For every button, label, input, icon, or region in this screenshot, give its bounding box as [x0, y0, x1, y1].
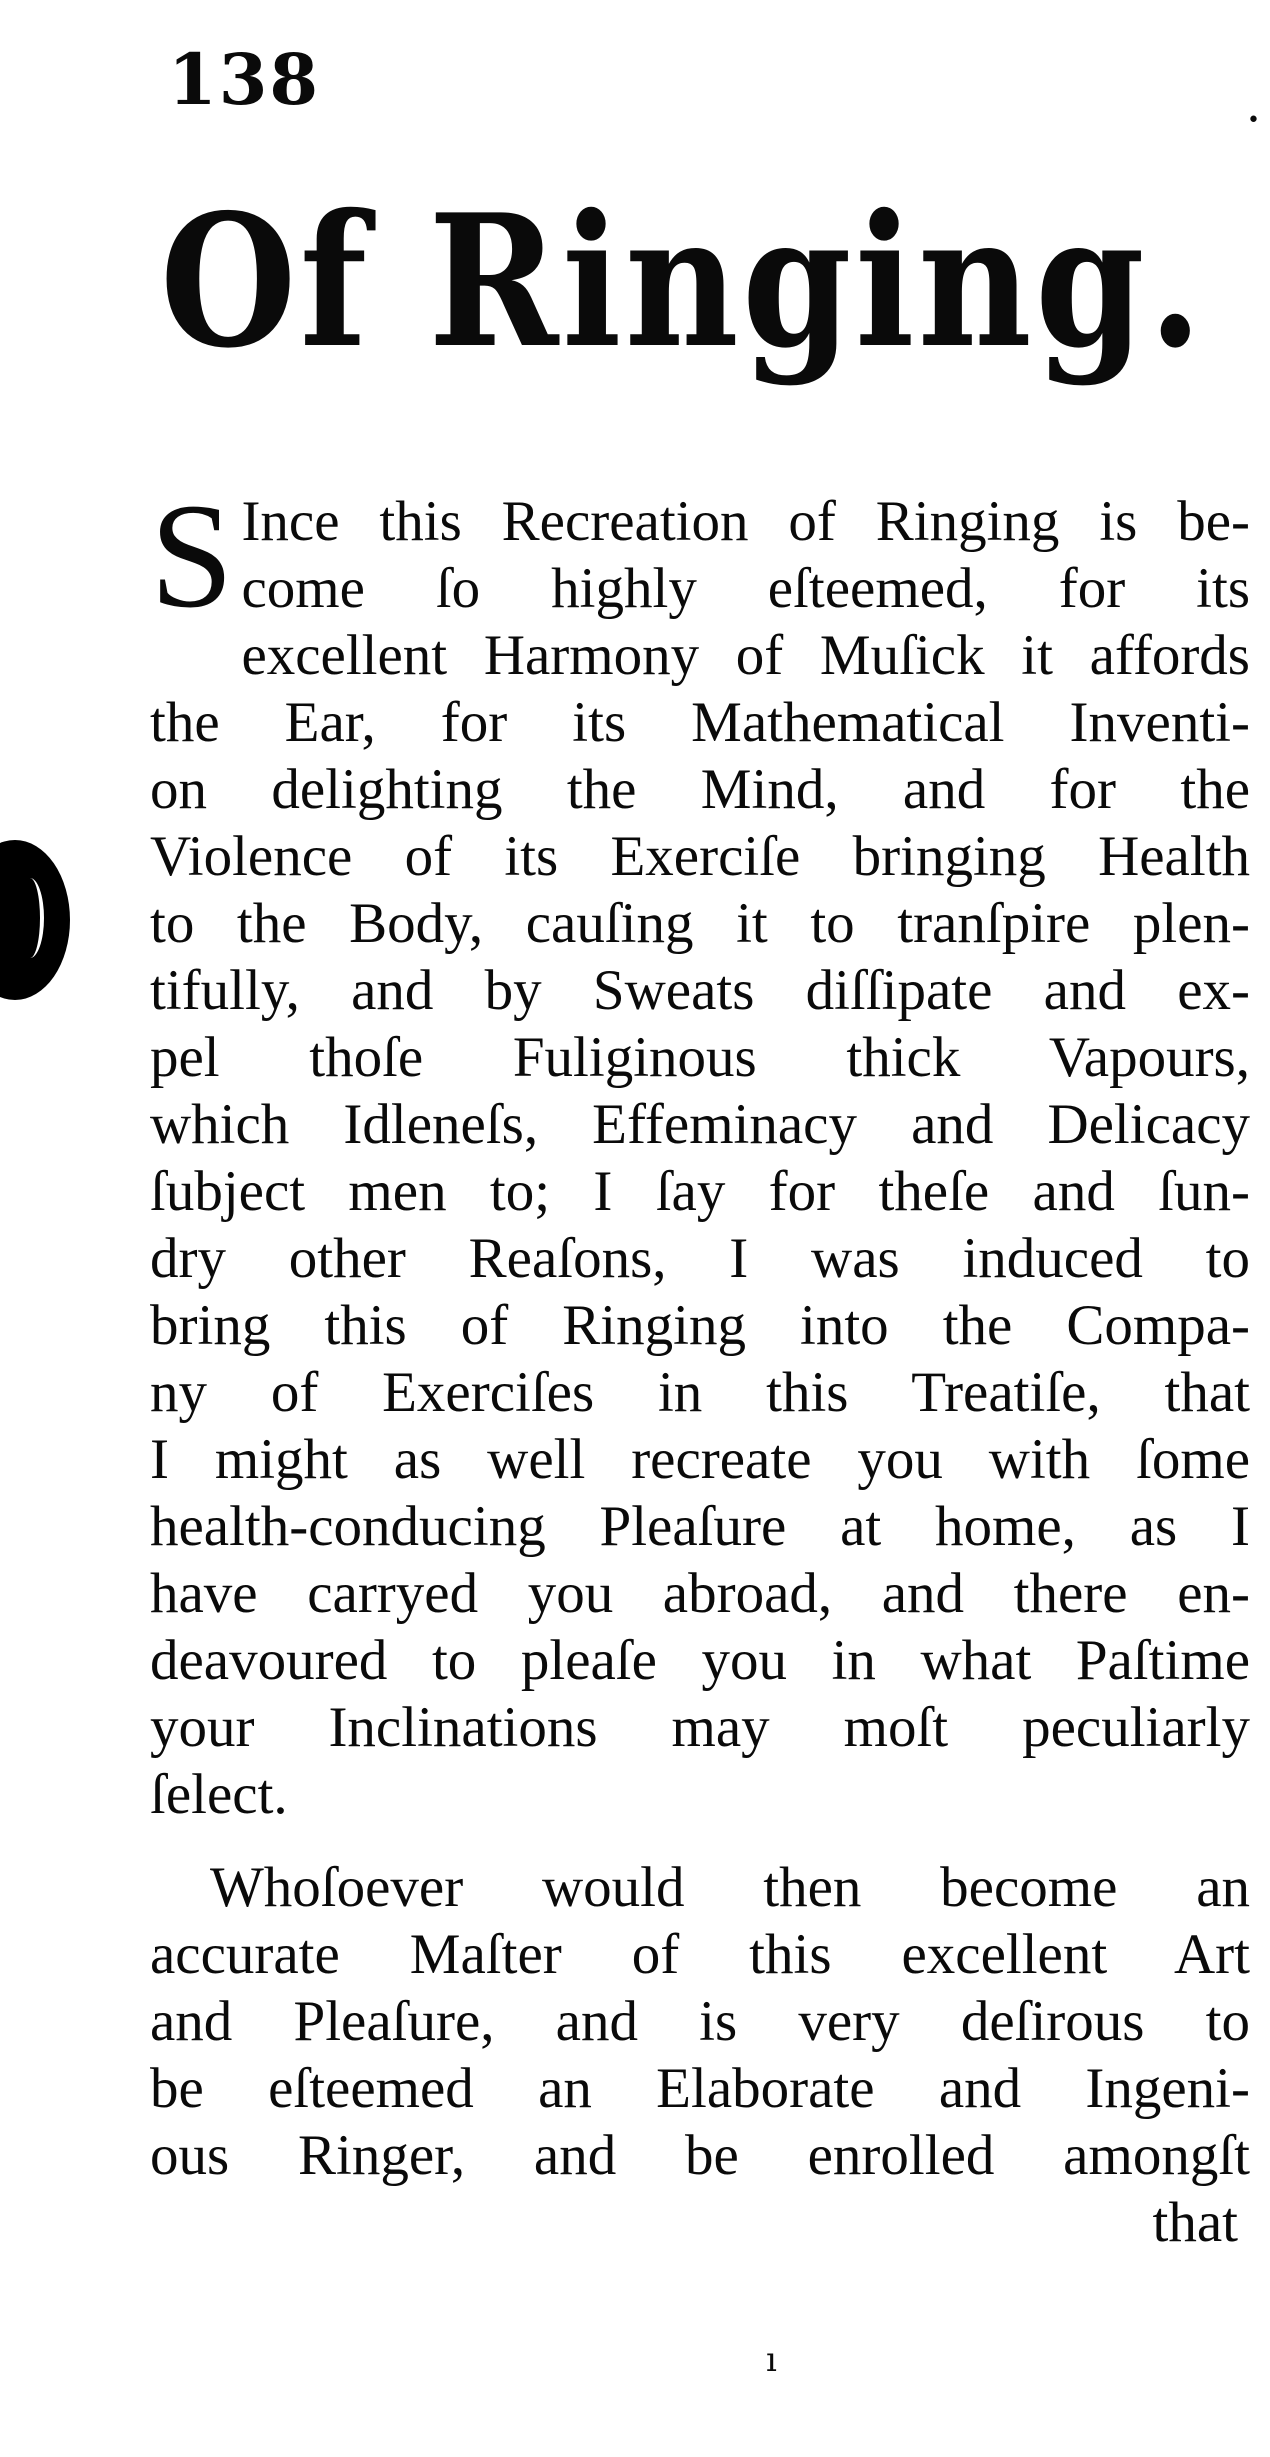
text-line: excellent Harmony of Muſick it affords	[241, 624, 1250, 687]
text-line: the Ear, for its Mathematical Inventi-	[150, 691, 1250, 754]
text-line: Violence of its Exerciſe bringing Health	[150, 825, 1250, 888]
text-line: be eſteemed an Elaborate and Ingeni-	[150, 2057, 1250, 2120]
text-line: accurate Maſter of this excellent Art	[150, 1923, 1250, 1986]
text-line: ſelect.	[150, 1763, 288, 1826]
chapter-heading: Of Ringing.	[160, 174, 1206, 388]
text-line: ous Ringer, and be enrolled amongſt	[150, 2124, 1250, 2187]
text-line: I might as well recreate you with ſome	[150, 1428, 1250, 1491]
text-line: dry other Reaſons, I was induced to	[150, 1227, 1250, 1290]
text-line: Ince this Recreation of Ringing is be-	[241, 490, 1250, 553]
text-line: your Inclinations may moſt peculiarly	[150, 1696, 1250, 1759]
text-line: deavoured to pleaſe you in what Paſtime	[150, 1629, 1250, 1692]
page-number: 138	[168, 38, 321, 121]
edge-blot	[0, 840, 70, 1000]
text-line: pel thoſe Fuliginous thick Vapours,	[150, 1026, 1250, 1089]
body-text	[150, 473, 1250, 2256]
text-line: come ſo highly eſteemed, for its	[241, 557, 1250, 620]
drop-cap: S	[150, 473, 234, 639]
specks: •	[1247, 108, 1260, 133]
text-line: ny of Exerciſes in this Treatiſe, that	[150, 1361, 1250, 1424]
text-line: have carryed you abroad, and there en-	[150, 1562, 1250, 1625]
text-line: on delighting the Mind, and for the	[150, 758, 1250, 821]
text-line: which Idleneſs, Effeminacy and Delicacy	[150, 1093, 1250, 1156]
catchword: that	[1152, 2191, 1238, 2254]
text-line: and Pleaſure, and is very deſirous to	[150, 1990, 1250, 2053]
text-line: health-conducing Pleaſure at home, as I	[150, 1495, 1250, 1558]
text-line: tifully, and by Sweats diſſipate and ex-	[150, 959, 1250, 1022]
text-line: bring this of Ringing into the Compa-	[150, 1294, 1250, 1357]
text-line: ſubject men to; I ſay for theſe and ſun-	[150, 1160, 1250, 1223]
paragraph-2	[150, 1854, 1250, 2256]
bottom-mark: ı	[766, 2340, 777, 2380]
text-line: to the Body, cauſing it to tranſpire plen-	[150, 892, 1250, 955]
text-line: Whoſoever would then become an	[210, 1856, 1250, 1919]
